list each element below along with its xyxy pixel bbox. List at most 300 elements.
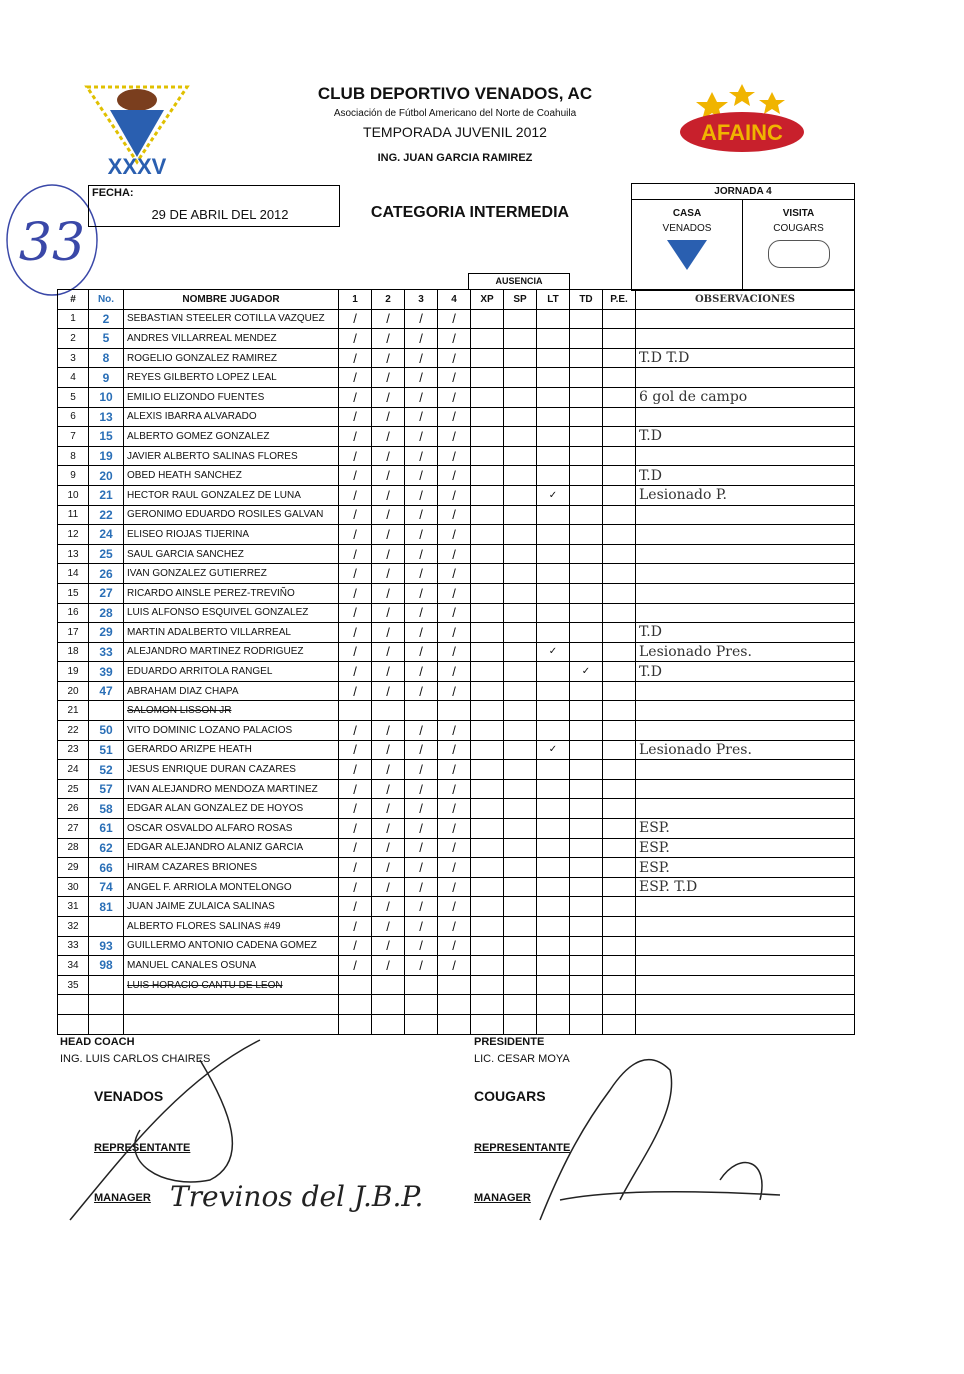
quarter-mark: / — [405, 583, 438, 603]
player-number: 50 — [89, 721, 124, 741]
quarter-mark: / — [405, 799, 438, 819]
lt-cell — [537, 603, 570, 623]
table-row — [58, 681, 855, 701]
td-cell: ✓ — [570, 662, 603, 682]
empty-cell — [471, 995, 504, 1015]
quarter-mark: / — [405, 485, 438, 505]
team-right: COUGARS — [474, 1088, 546, 1104]
empty-cell — [339, 995, 372, 1015]
observation: T.D — [636, 427, 855, 447]
column-header: 4 — [438, 290, 471, 310]
presidente-name: LIC. CESAR MOYA — [474, 1053, 570, 1065]
td-cell — [570, 348, 603, 368]
quarter-mark: / — [438, 427, 471, 447]
presidente-label: PRESIDENTE — [474, 1036, 545, 1048]
td-cell — [570, 485, 603, 505]
quarter-mark: / — [405, 956, 438, 976]
table-row — [58, 740, 855, 760]
empty-cell — [504, 995, 537, 1015]
table-row — [58, 760, 855, 780]
lt-cell — [537, 329, 570, 349]
player-name: ANDRES VILLARREAL MENDEZ — [124, 329, 339, 349]
quarter-mark: / — [438, 544, 471, 564]
player-name: ANGEL F. ARRIOLA MONTELONGO — [124, 877, 339, 897]
sp-cell — [504, 975, 537, 995]
quarter-mark: / — [339, 838, 372, 858]
empty-cell — [438, 995, 471, 1015]
player-name: GERONIMO EDUARDO ROSILES GALVAN — [124, 505, 339, 525]
player-number: 29 — [89, 623, 124, 643]
row-index: 27 — [58, 819, 89, 839]
row-index: 13 — [58, 544, 89, 564]
lt-cell — [537, 544, 570, 564]
observation: Lesionado P. — [636, 485, 855, 505]
pe-cell — [603, 917, 636, 937]
td-cell — [570, 525, 603, 545]
player-name: SAUL GARCIA SANCHEZ — [124, 544, 339, 564]
sp-cell — [504, 721, 537, 741]
quarter-mark: / — [372, 799, 405, 819]
row-index: 6 — [58, 407, 89, 427]
column-header: P.E. — [603, 290, 636, 310]
player-number: 2 — [89, 309, 124, 329]
quarter-mark: / — [372, 897, 405, 917]
sp-cell — [504, 407, 537, 427]
row-index: 25 — [58, 779, 89, 799]
player-name: RICARDO AINSLE PEREZ-TREVIÑO — [124, 583, 339, 603]
engineer-name: ING. JUAN GARCIA RAMIREZ — [377, 152, 533, 164]
pe-cell — [603, 819, 636, 839]
jornada-title: JORNADA 4 — [632, 184, 854, 200]
player-name: JUAN JAIME ZULAICA SALINAS — [124, 897, 339, 917]
away-label: VISITA — [782, 208, 815, 219]
player-name: ELISEO RIOJAS TIJERINA — [124, 525, 339, 545]
row-index: 7 — [58, 427, 89, 447]
td-cell — [570, 819, 603, 839]
xp-cell — [471, 348, 504, 368]
quarter-mark — [372, 701, 405, 721]
quarter-mark: / — [405, 917, 438, 937]
xp-cell — [471, 329, 504, 349]
player-number: 10 — [89, 387, 124, 407]
pe-cell — [603, 721, 636, 741]
table-row — [58, 603, 855, 623]
quarter-mark: / — [339, 681, 372, 701]
quarter-mark: / — [372, 603, 405, 623]
column-header: # — [58, 290, 89, 310]
quarter-mark: / — [339, 877, 372, 897]
sp-cell — [504, 897, 537, 917]
observation — [636, 603, 855, 623]
player-name: JESUS ENRIQUE DURAN CAZARES — [124, 760, 339, 780]
lt-cell — [537, 799, 570, 819]
manager-left-label: MANAGER — [94, 1192, 151, 1204]
player-number: 74 — [89, 877, 124, 897]
lt-cell — [537, 427, 570, 447]
manager-left-handwriting: Trevinos del J.B.P. — [170, 1180, 424, 1213]
td-cell — [570, 427, 603, 447]
quarter-mark: / — [405, 564, 438, 584]
sp-cell — [504, 544, 537, 564]
venados-logo — [82, 82, 192, 178]
player-number: 33 — [89, 642, 124, 662]
association-name: Asociación de Fútbol Americano del Norte de Coahuila — [333, 108, 577, 119]
quarter-mark: / — [339, 662, 372, 682]
quarter-mark: / — [372, 387, 405, 407]
quarter-mark: / — [438, 387, 471, 407]
head-coach-signature — [60, 1020, 280, 1230]
td-cell — [570, 505, 603, 525]
quarter-mark: / — [372, 662, 405, 682]
td-cell — [570, 858, 603, 878]
quarter-mark: / — [339, 407, 372, 427]
player-name: SALOMON LISSON JR — [124, 701, 339, 721]
table-row — [58, 858, 855, 878]
quarter-mark: / — [339, 760, 372, 780]
quarter-mark: / — [372, 819, 405, 839]
quarter-mark: / — [372, 858, 405, 878]
column-header: OBSERVACIONES — [636, 290, 855, 310]
pe-cell — [603, 701, 636, 721]
player-name: EDUARDO ARRITOLA RANGEL — [124, 662, 339, 682]
quarter-mark — [372, 975, 405, 995]
sp-cell — [504, 681, 537, 701]
row-index: 17 — [58, 623, 89, 643]
td-cell — [570, 564, 603, 584]
quarter-mark: / — [372, 681, 405, 701]
empty-cell — [603, 995, 636, 1015]
quarter-mark: / — [372, 760, 405, 780]
row-index: 32 — [58, 917, 89, 937]
lt-cell — [537, 897, 570, 917]
quarter-mark: / — [372, 407, 405, 427]
quarter-mark: / — [405, 544, 438, 564]
quarter-mark: / — [405, 603, 438, 623]
row-index: 26 — [58, 799, 89, 819]
sp-cell — [504, 917, 537, 937]
row-index: 9 — [58, 466, 89, 486]
player-number: 13 — [89, 407, 124, 427]
quarter-mark: / — [372, 427, 405, 447]
pe-cell — [603, 760, 636, 780]
sp-cell — [504, 662, 537, 682]
xp-cell — [471, 505, 504, 525]
column-header: 1 — [339, 290, 372, 310]
td-cell — [570, 368, 603, 388]
roster-body — [58, 309, 855, 1034]
row-index: 33 — [58, 936, 89, 956]
pe-cell — [603, 387, 636, 407]
quarter-mark — [438, 975, 471, 995]
row-index: 10 — [58, 485, 89, 505]
afainc-logo — [672, 82, 812, 157]
td-cell — [570, 897, 603, 917]
quarter-mark: / — [438, 956, 471, 976]
player-number: 62 — [89, 838, 124, 858]
lt-cell — [537, 917, 570, 937]
row-index: 2 — [58, 329, 89, 349]
lt-cell — [537, 387, 570, 407]
player-number — [89, 917, 124, 937]
td-cell — [570, 603, 603, 623]
away-cell — [743, 200, 854, 290]
quarter-mark: / — [372, 466, 405, 486]
row-index: 16 — [58, 603, 89, 623]
observation — [636, 897, 855, 917]
sp-cell — [504, 505, 537, 525]
pe-cell — [603, 858, 636, 878]
pe-cell — [603, 936, 636, 956]
table-row — [58, 466, 855, 486]
player-name: SEBASTIAN STEELER COTILLA VAZQUEZ — [124, 309, 339, 329]
table-row — [58, 975, 855, 995]
column-header: 3 — [405, 290, 438, 310]
table-row — [58, 544, 855, 564]
quarter-mark: / — [372, 505, 405, 525]
row-index: 11 — [58, 505, 89, 525]
sp-cell — [504, 760, 537, 780]
manager-right-label: MANAGER — [474, 1192, 531, 1204]
quarter-mark: / — [438, 564, 471, 584]
quarter-mark: / — [438, 662, 471, 682]
quarter-mark: / — [339, 936, 372, 956]
quarter-mark: / — [438, 877, 471, 897]
quarter-mark: / — [405, 897, 438, 917]
observation: T.D — [636, 466, 855, 486]
quarter-mark: / — [438, 779, 471, 799]
pe-cell — [603, 975, 636, 995]
observation — [636, 760, 855, 780]
td-cell — [570, 387, 603, 407]
sp-cell — [504, 427, 537, 447]
category-title: CATEGORIA INTERMEDIA — [370, 204, 570, 221]
lt-cell — [537, 583, 570, 603]
player-number: 20 — [89, 466, 124, 486]
player-number: 25 — [89, 544, 124, 564]
player-number: 15 — [89, 427, 124, 447]
td-cell — [570, 407, 603, 427]
quarter-mark: / — [372, 525, 405, 545]
table-row — [58, 936, 855, 956]
td-cell — [570, 740, 603, 760]
lt-cell: ✓ — [537, 485, 570, 505]
table-row — [58, 564, 855, 584]
xp-cell — [471, 721, 504, 741]
xp-cell — [471, 583, 504, 603]
td-cell — [570, 309, 603, 329]
quarter-mark: / — [372, 446, 405, 466]
lt-cell: ✓ — [537, 740, 570, 760]
player-number: 9 — [89, 368, 124, 388]
xp-cell — [471, 485, 504, 505]
td-cell — [570, 446, 603, 466]
table-row — [58, 623, 855, 643]
player-number: 22 — [89, 505, 124, 525]
quarter-mark: / — [438, 760, 471, 780]
quarter-mark: / — [405, 858, 438, 878]
player-number: 8 — [89, 348, 124, 368]
table-row — [58, 838, 855, 858]
player-name: ALBERTO FLORES SALINAS #49 — [124, 917, 339, 937]
quarter-mark: / — [339, 427, 372, 447]
table-row — [58, 427, 855, 447]
lt-cell — [537, 858, 570, 878]
quarter-mark: / — [405, 779, 438, 799]
sp-cell — [504, 603, 537, 623]
xp-cell — [471, 603, 504, 623]
td-cell — [570, 466, 603, 486]
row-index: 14 — [58, 564, 89, 584]
row-index: 29 — [58, 858, 89, 878]
quarter-mark — [405, 701, 438, 721]
pe-cell — [603, 642, 636, 662]
xp-cell — [471, 407, 504, 427]
td-cell — [570, 877, 603, 897]
quarter-mark: / — [339, 819, 372, 839]
lt-cell — [537, 505, 570, 525]
pe-cell — [603, 956, 636, 976]
observation — [636, 407, 855, 427]
quarter-mark: / — [438, 329, 471, 349]
quarter-mark: / — [438, 681, 471, 701]
table-row — [58, 505, 855, 525]
quarter-mark: / — [438, 446, 471, 466]
sp-cell — [504, 858, 537, 878]
quarter-mark: / — [405, 407, 438, 427]
empty-cell — [537, 995, 570, 1015]
column-header: NOMBRE JUGADOR — [124, 290, 339, 310]
season-title: TEMPORADA JUVENIL 2012 — [363, 124, 547, 140]
row-index: 20 — [58, 681, 89, 701]
player-name: ABRAHAM DIAZ CHAPA — [124, 681, 339, 701]
player-number: 28 — [89, 603, 124, 623]
xp-cell — [471, 544, 504, 564]
quarter-mark: / — [405, 662, 438, 682]
player-number: 52 — [89, 760, 124, 780]
xp-cell — [471, 662, 504, 682]
ausencia-header: AUSENCIA — [468, 273, 570, 290]
player-name: OSCAR OSVALDO ALFARO ROSAS — [124, 819, 339, 839]
xp-cell — [471, 466, 504, 486]
quarter-mark: / — [438, 368, 471, 388]
table-row — [58, 525, 855, 545]
sp-cell — [504, 877, 537, 897]
player-name: IVAN GONZALEZ GUTIERREZ — [124, 564, 339, 584]
observation: T.D T.D — [636, 348, 855, 368]
quarter-mark: / — [438, 917, 471, 937]
quarter-mark: / — [372, 309, 405, 329]
sp-cell — [504, 740, 537, 760]
head-coach-name: ING. LUIS CARLOS CHAIRES — [60, 1053, 211, 1065]
empty-row — [58, 995, 855, 1015]
row-index: 5 — [58, 387, 89, 407]
quarter-mark: / — [438, 525, 471, 545]
president-signature — [520, 1030, 820, 1230]
sp-cell — [504, 466, 537, 486]
xp-cell — [471, 564, 504, 584]
table-row — [58, 485, 855, 505]
lt-cell — [537, 975, 570, 995]
observation — [636, 446, 855, 466]
quarter-mark: / — [438, 407, 471, 427]
observation: T.D — [636, 662, 855, 682]
row-index: 23 — [58, 740, 89, 760]
quarter-mark: / — [405, 721, 438, 741]
td-cell — [570, 681, 603, 701]
lt-cell — [537, 662, 570, 682]
observation — [636, 917, 855, 937]
lt-cell — [537, 348, 570, 368]
pe-cell — [603, 505, 636, 525]
fecha-label: FECHA: — [92, 187, 134, 199]
empty-cell — [124, 995, 339, 1015]
lt-cell — [537, 701, 570, 721]
pe-cell — [603, 799, 636, 819]
player-name: REYES GILBERTO LOPEZ LEAL — [124, 368, 339, 388]
xp-cell — [471, 956, 504, 976]
circled-number-text: 33 — [18, 213, 86, 273]
player-name: GERARDO ARIZPE HEATH — [124, 740, 339, 760]
quarter-mark: / — [339, 721, 372, 741]
quarter-mark: / — [339, 583, 372, 603]
quarter-mark: / — [339, 799, 372, 819]
table-row — [58, 877, 855, 897]
empty-cell — [339, 1014, 372, 1034]
td-cell — [570, 799, 603, 819]
xp-cell — [471, 838, 504, 858]
quarter-mark: / — [339, 564, 372, 584]
pe-cell — [603, 583, 636, 603]
empty-cell — [471, 1014, 504, 1034]
pe-cell — [603, 407, 636, 427]
logo-right-text: AFAINC — [701, 120, 783, 145]
sp-cell — [504, 701, 537, 721]
home-label: CASA — [672, 208, 702, 219]
table-row — [58, 642, 855, 662]
player-name: EDGAR ALAN GONZALEZ DE HOYOS — [124, 799, 339, 819]
td-cell — [570, 956, 603, 976]
column-header: 2 — [372, 290, 405, 310]
lt-cell — [537, 446, 570, 466]
quarter-mark: / — [438, 740, 471, 760]
td-cell — [570, 329, 603, 349]
quarter-mark: / — [405, 446, 438, 466]
xp-cell — [471, 917, 504, 937]
observation: 6 gol de campo — [636, 387, 855, 407]
column-header: TD — [570, 290, 603, 310]
quarter-mark: / — [405, 819, 438, 839]
quarter-mark: / — [372, 936, 405, 956]
quarter-mark: / — [438, 583, 471, 603]
observation: ESP. — [636, 819, 855, 839]
quarter-mark — [405, 975, 438, 995]
player-number: 21 — [89, 485, 124, 505]
quarter-mark: / — [339, 368, 372, 388]
row-index: 1 — [58, 309, 89, 329]
player-name: LUIS HORACIO CANTU DE LEON — [124, 975, 339, 995]
observation: Lesionado Pres. — [636, 740, 855, 760]
player-number: 66 — [89, 858, 124, 878]
player-number: 98 — [89, 956, 124, 976]
head-coach-label: HEAD COACH — [60, 1036, 135, 1048]
quarter-mark: / — [339, 309, 372, 329]
table-row — [58, 779, 855, 799]
quarter-mark: / — [372, 485, 405, 505]
quarter-mark: / — [438, 485, 471, 505]
xp-cell — [471, 309, 504, 329]
table-row — [58, 309, 855, 329]
quarter-mark: / — [438, 897, 471, 917]
